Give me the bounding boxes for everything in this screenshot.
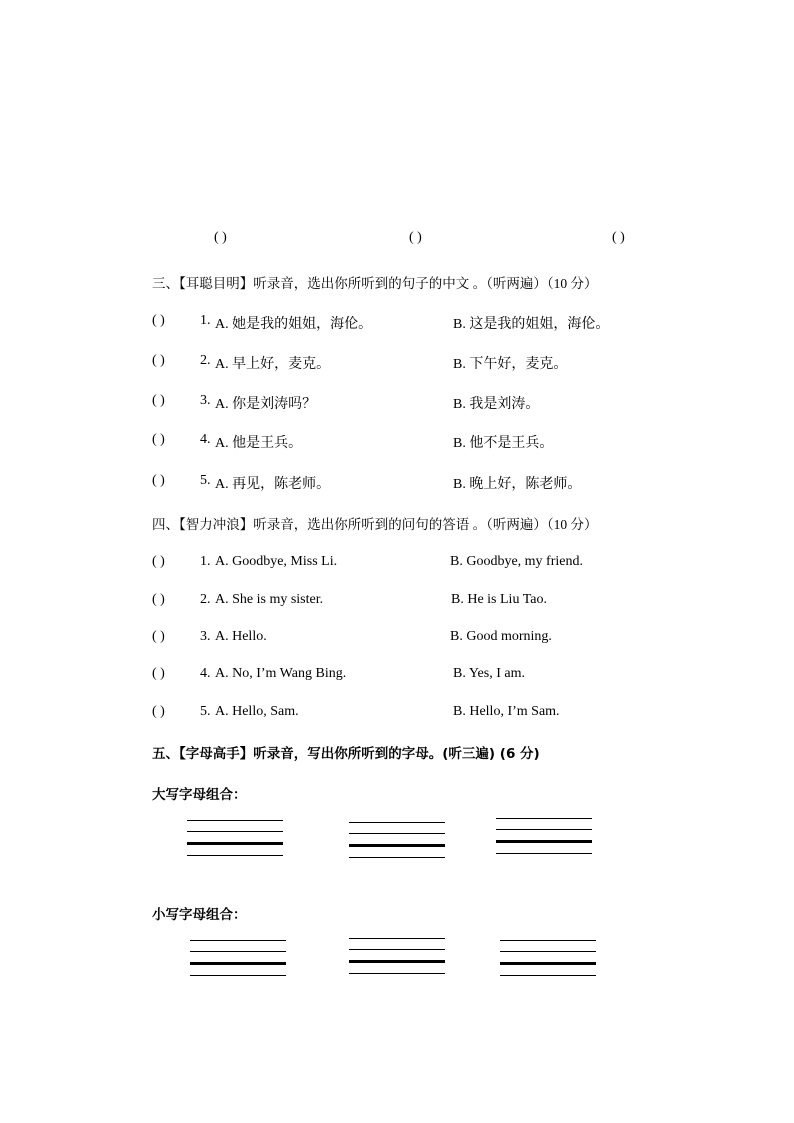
option-a: A. Goodbye, Miss Li.	[215, 554, 338, 569]
answer-blank[interactable]: ( )	[152, 554, 165, 569]
answer-blank[interactable]: ( )	[152, 393, 165, 408]
question-number: 3.	[200, 393, 211, 408]
question-number: 3.	[200, 629, 211, 644]
answer-blank[interactable]: ( )	[152, 432, 165, 447]
answer-blank[interactable]: ( )	[152, 353, 165, 368]
writing-lines-lower-1[interactable]	[190, 940, 286, 980]
answer-blank[interactable]: ( )	[152, 313, 165, 328]
option-a: A. 她是我的姐姐，海伦。	[215, 317, 373, 332]
option-a: A. Hello.	[215, 629, 267, 644]
option-b: B. Hello, I’m Sam.	[453, 704, 560, 719]
writing-lines-upper-3[interactable]	[496, 818, 592, 858]
section-5-title: 五、【字母高手】听录音，写出你所听到的字母。(听三遍) (6 分)	[152, 746, 540, 762]
question-number: 4.	[200, 432, 211, 447]
question-number: 2.	[200, 353, 211, 368]
option-a: A. She is my sister.	[215, 592, 324, 607]
option-b: B. He is Liu Tao.	[451, 592, 547, 607]
option-a: A. 你是刘涛吗？	[215, 397, 317, 412]
option-b: B. 晚上好，陈老师。	[453, 477, 582, 492]
option-a: A. No, I’m Wang Bing.	[215, 666, 347, 681]
question-number: 5.	[200, 473, 211, 488]
option-a: A. 再见，陈老师。	[215, 477, 331, 492]
option-b: B. Goodbye, my friend.	[450, 554, 583, 569]
question-number: 4.	[200, 666, 211, 681]
section-4-title: 四、【智力冲浪】听录音，选出你所听到的问句的答语 。（听两遍）（10 分）	[152, 517, 598, 532]
option-a: A. 他是王兵。	[215, 436, 303, 451]
answer-blank[interactable]: ( )	[152, 473, 165, 488]
question-number: 2.	[200, 592, 211, 607]
writing-lines-lower-2[interactable]	[349, 938, 445, 978]
uppercase-label: 大写字母组合：	[152, 787, 247, 803]
option-b: B. 这是我的姐姐，海伦。	[453, 317, 610, 332]
lowercase-label: 小写字母组合：	[152, 907, 247, 923]
option-a: A. Hello, Sam.	[215, 704, 299, 719]
option-b: B. 下午好，麦克。	[453, 357, 568, 372]
option-b: B. Yes, I am.	[453, 666, 525, 681]
answer-paren-3[interactable]: ( )	[612, 230, 625, 245]
writing-lines-lower-3[interactable]	[500, 940, 596, 980]
answer-blank[interactable]: ( )	[152, 592, 165, 607]
writing-lines-upper-1[interactable]	[187, 820, 283, 860]
option-b: B. 我是刘涛。	[453, 397, 540, 412]
answer-paren-1[interactable]: ( )	[214, 230, 227, 245]
option-b: B. 他不是王兵。	[453, 436, 554, 451]
option-b: B. Good morning.	[450, 629, 552, 644]
answer-paren-2[interactable]: ( )	[409, 230, 422, 245]
writing-lines-upper-2[interactable]	[349, 822, 445, 862]
question-number: 1.	[200, 554, 211, 569]
answer-blank[interactable]: ( )	[152, 666, 165, 681]
question-number: 5.	[200, 704, 211, 719]
option-a: A. 早上好，麦克。	[215, 357, 331, 372]
question-number: 1.	[200, 313, 211, 328]
answer-blank[interactable]: ( )	[152, 704, 165, 719]
section-3-title: 三、【耳聪目明】听录音，选出你所听到的句子的中文 。（听两遍）（10 分）	[152, 276, 598, 291]
answer-blank[interactable]: ( )	[152, 629, 165, 644]
